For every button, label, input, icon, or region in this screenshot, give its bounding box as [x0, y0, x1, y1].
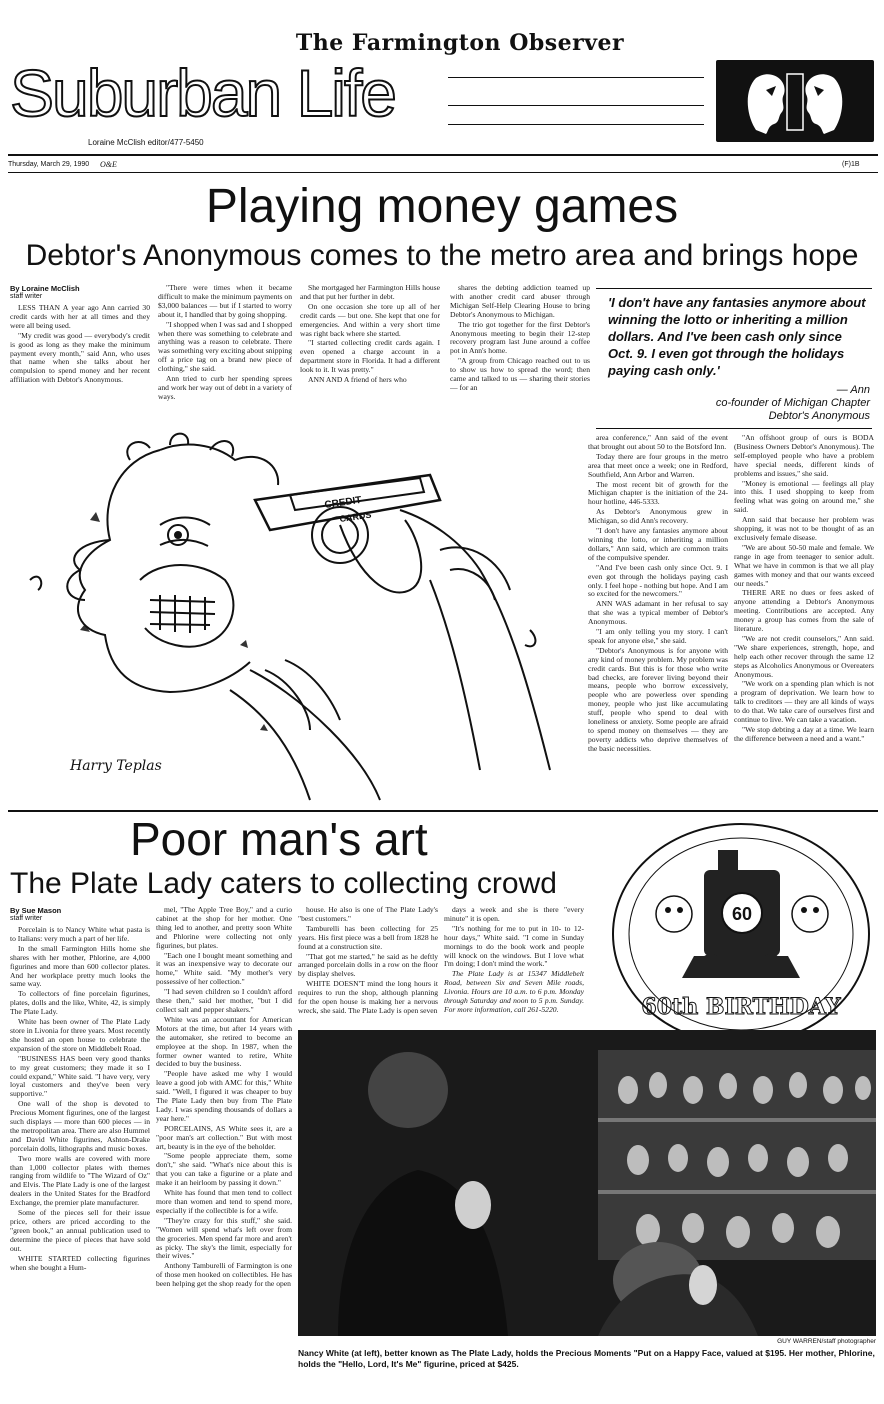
editor-line: Loraine McClish editor/477-5450: [88, 138, 204, 147]
plate-lady-photo: [298, 1030, 876, 1336]
paragraph: "I am only telling you my story. I can't speak for anyone else," she said.: [588, 627, 728, 645]
cartoon-label-cards: CARDS: [338, 509, 372, 524]
shop-photo-icon: [298, 1030, 876, 1336]
story1-column-6: [734, 434, 874, 804]
pull-quote-attribution: — Ann: [836, 384, 870, 396]
page-number: (F)1B: [842, 161, 860, 168]
paragraph: shares the debting addiction teamed up with another credit card abuser through Michigan Self-Help Clearing House to bring Debtor's Anonymous to Michigan.: [450, 284, 590, 319]
pull-quote: 'I don't have any fantasies anymore about winning the lotto or inheriting a million dollars. And I've been cash only since Oct. 9. I even got through the holidays paying cash only.': [608, 295, 866, 378]
paragraph: "We work on a spending plan which is not a program of deprivation. We learn how to talk to creditors — they are all kinds of ways to do that. We take care of ourselves first and continue to live. We can take a vacation.: [734, 679, 874, 725]
paragraph: "We are about 50-50 male and female. We range in age from teenager to senior adult. What we have in common is that we all play games with money and that our wants exceed our needs.": [734, 542, 874, 588]
plate-number: 60: [731, 904, 753, 924]
section-title: Suburban Life: [10, 56, 395, 130]
paragraph: The Plate Lady is at 15347 Middlebelt Road, between Six and Seven Mile roads, Livonia. Hours are 10 a.m. to 6 p.m. Monday through Saturday and noon to 5 p.m. Sunday. For more information, call 261-5220.: [444, 969, 584, 1014]
paragraph: Ann tried to curb her spending sprees and work her way out of debt in a variety of ways.: [158, 374, 292, 401]
paragraph: house. He also is one of The Plate Lady's "best customers.": [298, 906, 438, 923]
paragraph: ANN AND A friend of hers who: [308, 375, 407, 385]
paragraph: White was an accountant for American Motors at the time, but after 14 years with the automaker, she retired to become an employee at the shop. In 1987, when the former owner wanted to retire, White decided to buy the business.: [156, 1014, 292, 1069]
story2-column-3: [298, 906, 438, 1026]
paragraph: "We are not credit counselors," Ann said. "We share experiences, strength, hope, and help each other recover through the same 12 steps as Alcoholics Anonymous or Overeaters Anonymous.: [734, 633, 874, 679]
pull-quote-rule-top: [596, 288, 872, 289]
story2-byline: By Sue Mason: [10, 906, 62, 915]
dateline-rule-bottom: [8, 172, 878, 173]
paragraph: To collectors of fine porcelain figurines, plates, dolls and the like, White, 42, is simply The Plate Lady.: [10, 989, 150, 1017]
issue-date: Thursday, March 29, 1990: [8, 161, 90, 168]
paragraph: Ann said that because her problem was shopping, it was not to be thought of as an exclusively female disease.: [734, 515, 874, 542]
paragraph: "And I've been cash only since Oct. 9. I even got through the holidays paying cash only. I feel hope - nothing but hope. And I am so excited for the newcomers.": [588, 562, 728, 599]
section-logo: [716, 60, 874, 142]
story2-column-4: [444, 906, 584, 1026]
story2-subhead: The Plate Lady caters to collecting crowd: [10, 867, 557, 900]
story1-column-3: [300, 284, 440, 424]
paragraph: THERE ARE no dues or fees asked of anyone attending a Debtor's Anonymous meeting. Contributions are accepted. Any money a group has comes from the sale of literature.: [734, 588, 874, 634]
paragraph: In the small Farmington Hills home she shares with her mother, Phlorine, are 4,000 figurines and more than 600 collector plates. And her workplace pretty much looks the same way.: [10, 943, 150, 989]
cartoon-signature: Harry Teplas: [70, 758, 162, 774]
pull-quote-rule-bottom: [596, 428, 872, 429]
paragraph: On one occasion she tore up all of her credit cards — but one. She kept that one for emergencies. And within a very short time was right back where she started.: [300, 301, 440, 338]
gun-to-head-cartoon-icon: [10, 430, 582, 806]
paragraph: WHITE DOESN'T mind the long hours it requires to run the shop, although planning for the open house is making her a nervous wreck, she said. The Plate Lady is open seven: [298, 979, 438, 1015]
paragraph: "I had seven children so I couldn't afford these then," said her mother, "but I did collect salt and pepper shakers.": [156, 987, 292, 1014]
paragraph: Some of the pieces sell for their issue price, others are priced according to the "green book," an annual publication used to determine the piece of pieces that have sold out.: [10, 1208, 150, 1253]
paragraph: Anthony Tamburelli of Farmington is one of those men hooked on collectibles. He has been helping get the shop ready for the open: [156, 1261, 292, 1289]
story2-column-2: [156, 906, 292, 1370]
paragraph: "I started collecting credit cards again. I even opened a charge account in a department store in Florida. It had a different look to it. It was pretty.": [300, 338, 440, 375]
paragraph: The trio got together for the first Debtor's Anonymous meeting to begin their 12-step recovery program last June around a coffee pot in Ann's home.: [450, 319, 590, 356]
paragraph: mel, "The Apple Tree Boy," and a curio cabinet at the shop for her mother. One thing led to another, and pretty soon White and Phlorine were collecting not only figurines, but plates.: [156, 906, 292, 950]
paragraph: The most recent bit of growth for the Michigan chapter is the initiation of the 24-hour hotline, 446-5333.: [588, 479, 728, 507]
paragraph: "Each one I bought meant something and it was an inexpensive way to decorate our home," White said. "My mother's very possessive of her collection.": [156, 950, 292, 987]
edition-mark: O&E: [100, 160, 117, 169]
story1-column-5: [588, 434, 728, 804]
paragraph: White has been owner of The Plate Lady store in Livonia for three years. Most recently she hosted an open house to celebrate the expansion of the store on Middlebelt Road.: [10, 1017, 150, 1053]
paragraph: She mortgaged her Farmington Hills house and that put her further in debt.: [300, 284, 440, 301]
paragraph: days a week and she is there "every minute" it is open.: [444, 906, 584, 923]
story1-byline: By Loraine McClish: [10, 284, 80, 293]
paragraph: Two more walls are covered with more than 1,000 collector plates with themes ranging from wildlife to "The Wizard of Oz" and Elvis. The Plate Lady is one of the largest dealers in the United States for the Bradford Exchange, the premier plate manufacturer.: [10, 1153, 150, 1208]
story1-column-2: [158, 284, 292, 424]
paragraph: "Money is emotional — feelings all play into this. I used shopping to keep from feeling what was going on around me," she said.: [734, 478, 874, 515]
pull-quote-role-1: co-founder of Michigan Chapter: [715, 397, 870, 409]
paragraph: "Debtor's Anonymous is for anyone with any kind of money problem. My problem was credit cards. But this is for those who write bad checks, are forever living beyond their means, people who borrow excessively, people who are powerless over spending money, people who just like accumulating stuff, people who spend to deal with loneliness or anxiety. Some people are afraid to spend money on themselves — they are poverty addicts who deprive themselves of the basic necessities.: [588, 645, 728, 753]
masthead-rule-1: [448, 77, 704, 78]
pull-quote-role-2: Debtor's Anonymous: [768, 410, 870, 422]
story2-column-1: [10, 926, 150, 1370]
paragraph: Tamburelli has been collecting for 25 years. His first piece was a bell from 1828 he found at a construction site.: [298, 923, 438, 951]
story2-headline: Poor man's art: [130, 813, 428, 865]
paragraph: "BUSINESS HAS been very good thanks to my great customers; they made it so I could expand," White said. "I have very, very loyal customers and they've been very supportive.": [10, 1053, 150, 1099]
story1-byline-role: staff writer: [10, 293, 43, 300]
paragraph: ANN WAS adamant in her refusal to say that she was a typical member of Debtor's Anonymous.: [588, 599, 728, 627]
story1-headline: Playing money games: [205, 180, 679, 233]
paragraph: "They're crazy for this stuff," she said. "Women will spend what's left over from the groceries. Men spend far more and aren't as picky. The sky's the limit, especially for their wives.": [156, 1215, 292, 1261]
cartoon-label-credit: CREDIT: [323, 494, 363, 511]
paragraph: As Debtor's Anonymous grew in Michigan, so did Ann's recovery.: [588, 507, 728, 526]
masthead-rule-3: [448, 124, 704, 125]
dateline-rule: [8, 154, 878, 156]
paragraph: "An offshoot group of ours is BODA (Business Owners Debtor's Anonymous). The self-employed people who have a problem have special needs, different kinds of problems and issues," she said.: [734, 434, 874, 478]
paragraph: "There were times when it became difficult to make the minimum payments on $3,000 balances — but if I started to worry about it, I handled that by going shopping.: [158, 284, 292, 319]
newspaper-name: The Farmington Observer: [295, 30, 625, 56]
paragraph: One wall of the shop is devoted to Precious Moment figurines, one of the largest such displays — more than 600 pieces — in the metropolitan area. There are also Hummel and David White figurines, Ashton-Drake porcelain dolls, lithographs and music boxes.: [10, 1099, 150, 1153]
paragraph: "My credit was good — everybody's credit is good as long as they make the minimum payment every month," said Ann, who uses that name when she talks about her compulsion to spend money and her recent affiliation with Debtor's Anonymous.: [10, 330, 150, 385]
plate-birthday-text: 60th BIRTHDAY: [641, 994, 841, 1020]
masthead-rule-2: [448, 105, 704, 106]
paragraph: "That got me started," he said as he deftly arranged porcelain dolls in a row on the floor by display shelves.: [298, 951, 438, 979]
faces-logo-icon: [716, 60, 874, 142]
photo-credit: GUY WARREN/staff photographer: [777, 1338, 876, 1345]
paragraph: "Some people appreciate them, some don't," she said. "What's nice about this is that you can take a figurine or a plate and make it an heirloom by passing it down.": [156, 1151, 292, 1188]
story1-subhead: Debtor's Anonymous comes to the metro area and brings hope: [25, 239, 859, 272]
paragraph: "A group from Chicago reached out to us to show us how to spread the word; then came and talked to us — sharing their stories — for an: [450, 356, 590, 392]
paragraph: WHITE STARTED collecting figurines when she bought a Hum-: [10, 1253, 150, 1272]
paragraph: Porcelain is to Nancy White what pasta is to Italians: very much a part of her life.: [10, 926, 150, 943]
paragraph: "People have asked me why I would leave a good job with AMC for this," White said. "Well, I figured it was cheaper to buy The Plate Lady then buy from The Plate Lady. I was spending thousands of dollars a year here.": [156, 1069, 292, 1123]
paragraph: "I shopped when I was sad and I shopped when there was something to celebrate and anything was a reason to celebrate. There was something very exciting about snipping off a price tag on a brand new piece of clothing," she said.: [158, 319, 292, 374]
story1-column-4: [450, 284, 590, 424]
story2-byline-role: staff writer: [10, 915, 43, 922]
paragraph: "It's nothing for me to put in 10- to 12-hour days," White said. "I come in Sunday mornings to do the book work and people will knock on the windows. But I love what I'm doing; I don't mind the work.": [444, 923, 584, 969]
photo-caption: Nancy White (at left), better known as The Plate Lady, holds the Precious Moments "Put on a Happy Face, valued at $195. Her mother, Phlorine, holds the "Hello, Lord, It's Me" figurine, priced at $425.: [298, 1348, 875, 1369]
paragraph: PORCELAINS, AS White sees it, are a "poor man's art collection." But with most art, beauty is in the eye of the beholder.: [156, 1123, 292, 1151]
paragraph: Today there are four groups in the metro area that meet once a week; one in Redford, Southfield, Ann Arbor and Warren.: [588, 451, 728, 479]
paragraph: "We stop debting a day at a time. We learn the difference between a need and a want.": [734, 725, 874, 743]
paragraph: "I don't have any fantasies anymore about winning the lotto, or inheriting a million dollars," Ann said, which are common traits of the compulsive spender.: [588, 526, 728, 562]
train-plate-icon: [606, 818, 876, 1050]
paragraph: LESS THAN A year ago Ann carried 30 credit cards with her at all times and they were all being used.: [10, 304, 150, 330]
story1-column-1: [10, 304, 150, 422]
paragraph: area conference," Ann said of the event that brought out about 50 to the Botsford Inn.: [588, 434, 728, 451]
paragraph: White has found that men tend to collect more than women and tend to spend more, especially if the collectible is for a wife.: [156, 1188, 292, 1215]
birthday-plate-image: [606, 818, 876, 1050]
cartoon-illustration: [10, 430, 582, 806]
